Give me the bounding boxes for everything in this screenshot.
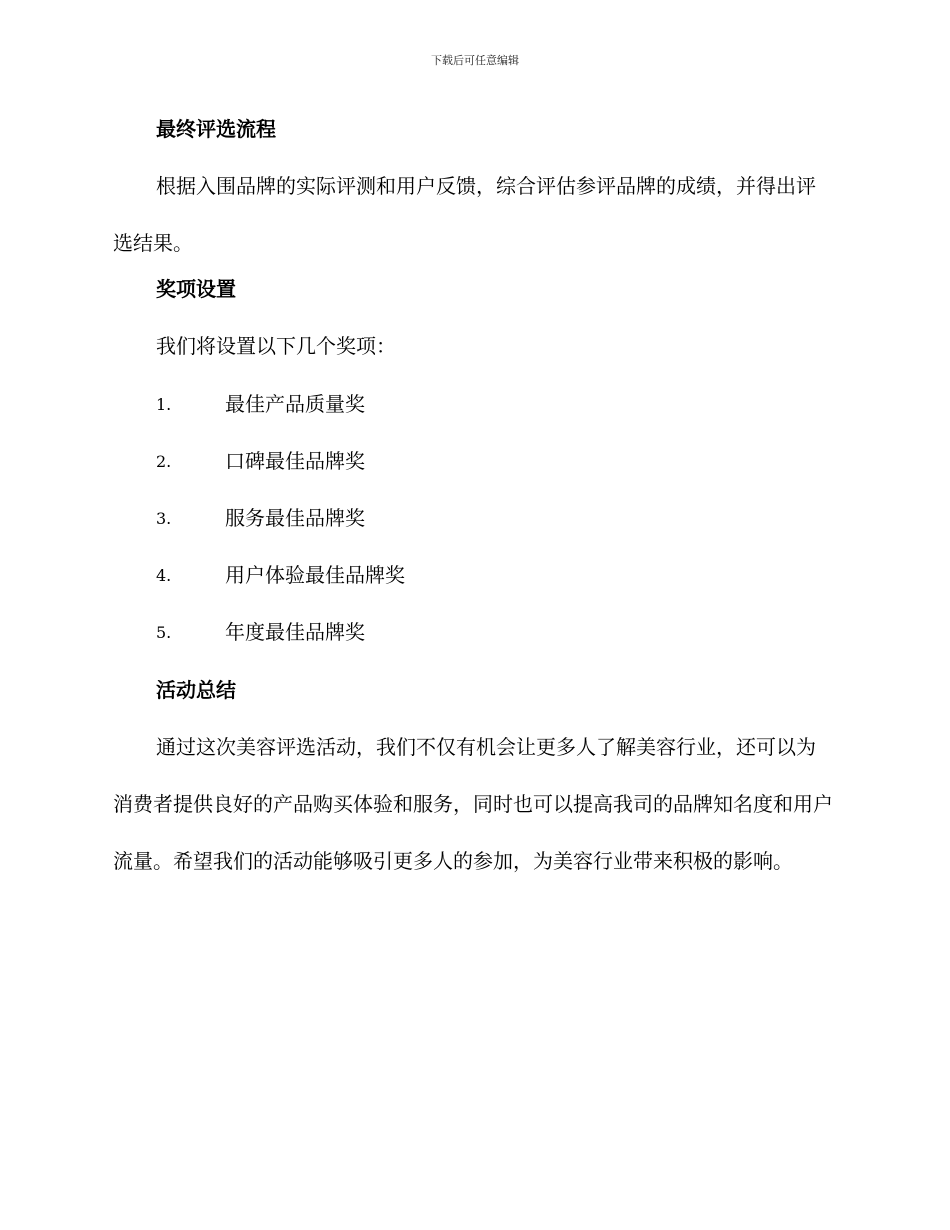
paragraph-final-process: 根据入围品牌的实际评测和用户反馈，综合评估参评品牌的成绩，并得出评选结果。 xyxy=(113,174,816,255)
list-number: 3. xyxy=(156,509,172,528)
award-label: 最佳产品质量奖 xyxy=(225,392,365,416)
heading-awards: 奖项设置 xyxy=(156,277,236,301)
list-number: 4. xyxy=(156,566,172,585)
paragraph-summary: 通过这次美容评选活动，我们不仅有机会让更多人了解美容行业，还可以为消费者提供良好的产品购买体验和服务，同时也可以提高我司的品牌知名度和用户流量。希望我们的活动能够吸引更多人的参加，为美容行业带来积极的影响。 xyxy=(113,735,833,873)
list-number: 1. xyxy=(156,395,172,414)
list-number: 2. xyxy=(156,452,172,471)
award-label: 服务最佳品牌奖 xyxy=(225,506,365,530)
award-label: 口碑最佳品牌奖 xyxy=(225,449,365,473)
awards-intro: 我们将设置以下几个奖项： xyxy=(156,334,396,358)
page-header: 下载后可任意编辑 xyxy=(431,54,519,67)
heading-final-process: 最终评选流程 xyxy=(156,117,276,141)
list-number: 5. xyxy=(156,623,172,642)
award-label: 用户体验最佳品牌奖 xyxy=(225,563,405,587)
heading-summary: 活动总结 xyxy=(156,678,236,702)
award-label: 年度最佳品牌奖 xyxy=(225,620,365,644)
